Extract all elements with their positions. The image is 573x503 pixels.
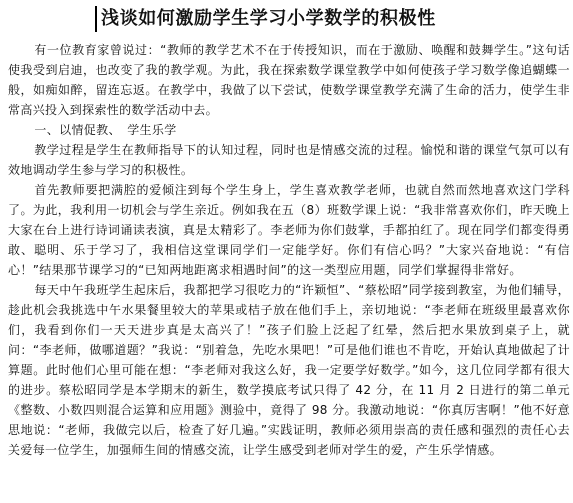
paragraph-student-example: 每天中午我班学生起床后，我都把学习很吃力的“许颖恒”、“蔡松昭”同学接到教室，为他们辅导，趁此机会我挑选中午水果餐里较大的苹果或桔子放在他们手上，亲切地说：“李老师在班级里最喜欢你们，我看到你们一天天进步真是太高兴了！”孩子们脸上泛起了红晕，然后把水果放到桌子上，就问：“李老师，做哪道题？”我说：“别着急，先吃水果吧！”可是他们谁也不肯吃，开始认真地做起了计算题。此时他们心里可能在想：“李老师对我这么好，我一定要学好数学。”如今，这几位同学都有很大的进步。蔡松昭同学是本学期末的新生，数学摸底考试只得了 42 分，在 11 月 2 日进行的第二单元《整数、小数四则混合运算和应用题》测验中，竟得了 98 分。我激动地说：“你真厉害啊！”他不好意思地说：“老师，我做完以后，检查了好几遍。”实践证明，教师必须用崇高的责任感和强烈的责任心去关爱每一位学生，加强师生间的情感交流，让学生感受到老师对学生的爱，产生乐学情感。 [8, 283, 570, 457]
document-body [8, 40, 570, 460]
document-title: 浅谈如何激励学生学习小学数学的积极性 [101, 8, 436, 29]
paragraph-teaching-process: 教学过程是学生在教师指导下的认知过程，同时也是情感交流的过程。愉悦和谐的课堂气氛可以有效地调动学生参与学习的积极性。 [8, 143, 570, 177]
paragraph-teacher-love: 首先教师要把满腔的爱倾注到每个学生身上，学生喜欢教学老师，也就自然而然地喜欢这门学科了。为此，我利用一切机会与学生亲近。例如我在五（8）班数学课上说：“我非常喜欢你们，昨天晚上大家在台上进行诗词诵读表演，真是太精彩了。李老师为你们鼓掌，手都拍红了。现在同学们都变得勇敢、聪明、乐于学习了，我相信这堂课同学们一定能学好。你们有信心吗？”大家兴奋地说：“有信心！”结果那节课学习的“已知两地距离求相遇时间”的这一类型应用题，同学们掌握得非常好。 [8, 183, 570, 277]
section-heading: 一、以情促教、 学生乐学 [34, 123, 177, 137]
paragraph-intro: 有一位教育家曾说过：“教师的教学艺术不在于传授知识，而在于激励、唤醒和鼓舞学生。”这句话使我受到启迪，也改变了我的教学观。为此，我在探索数学课堂教学中如何使孩子学习数学像追蝴蝶一般，如痴如醉，留连忘返。在教学中，我做了以下尝试，使数学课堂教学充满了生命的活力，使学生非常高兴投入到探索性的数学活动中去。 [8, 43, 570, 117]
text-cursor [95, 6, 97, 32]
